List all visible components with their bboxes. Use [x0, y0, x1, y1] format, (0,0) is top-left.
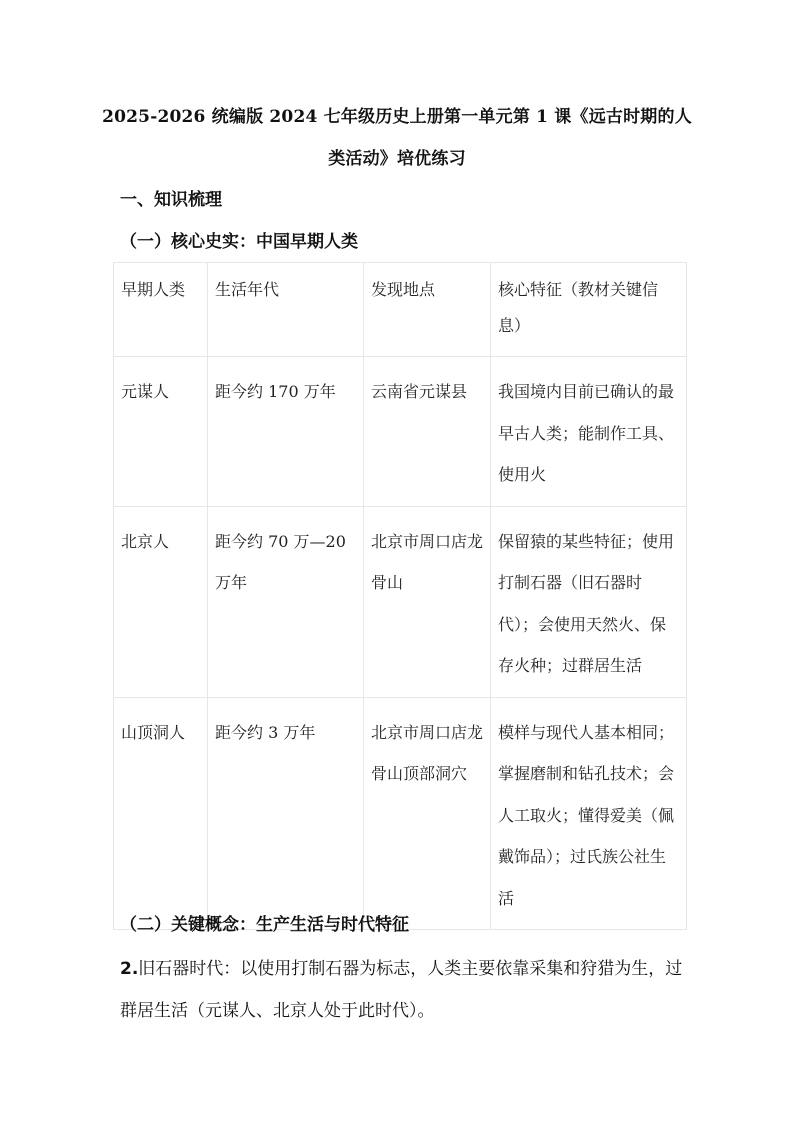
subsection-heading-key-concepts: （二）关键概念：生产生活与时代特征 — [120, 915, 409, 935]
table-cell: 模样与现代人基本相同；掌握磨制和钻孔技术；会人工取火；懂得爱美（佩戴饰品）；过氏族公社生活 — [491, 697, 687, 930]
subsection-heading-core-facts: （一）核心史实：中国早期人类 — [120, 232, 358, 252]
paragraph-paleolithic — [120, 948, 695, 1032]
table-cell: 云南省元谋县 — [364, 357, 491, 507]
section-heading-knowledge: 一、知识梳理 — [120, 190, 222, 210]
paragraph-text: 旧石器时代：以使用打制石器为标志，人类主要依靠采集和狩猎为生，过群居生活（元谋人、北京人处于此时代）。 — [120, 959, 683, 1021]
table-cell: 北京人 — [114, 506, 208, 697]
paragraph-number: 2. — [120, 959, 139, 979]
table-cell: 保留猿的某些特征；使用打制石器（旧石器时代）；会使用天然火、保存火种；过群居生活 — [491, 506, 687, 697]
table-row — [114, 697, 687, 930]
table-cell: 距今约 170 万年 — [208, 357, 364, 507]
header-cell: 发现地点 — [364, 263, 491, 357]
table-row — [114, 357, 687, 507]
early-humans-table — [113, 262, 687, 930]
table-cell: 距今约 70 万—20 万年 — [208, 506, 364, 697]
table-cell: 我国境内目前已确认的最早古人类；能制作工具、使用火 — [491, 357, 687, 507]
table-row — [114, 506, 687, 697]
table-cell: 元谋人 — [114, 357, 208, 507]
header-cell: 核心特征（教材关键信息） — [491, 263, 687, 357]
table-cell: 山顶洞人 — [114, 697, 208, 930]
table-header-row — [114, 263, 687, 357]
header-cell: 早期人类 — [114, 263, 208, 357]
table-cell: 北京市周口店龙骨山 — [364, 506, 491, 697]
header-cell: 生活年代 — [208, 263, 364, 357]
table-cell: 北京市周口店龙骨山顶部洞穴 — [364, 697, 491, 930]
document-title: 2025-2026 统编版 2024 七年级历史上册第一单元第 1 课《远古时期的人类活动》培优练习 — [102, 107, 692, 169]
table-cell: 距今约 3 万年 — [208, 697, 364, 930]
